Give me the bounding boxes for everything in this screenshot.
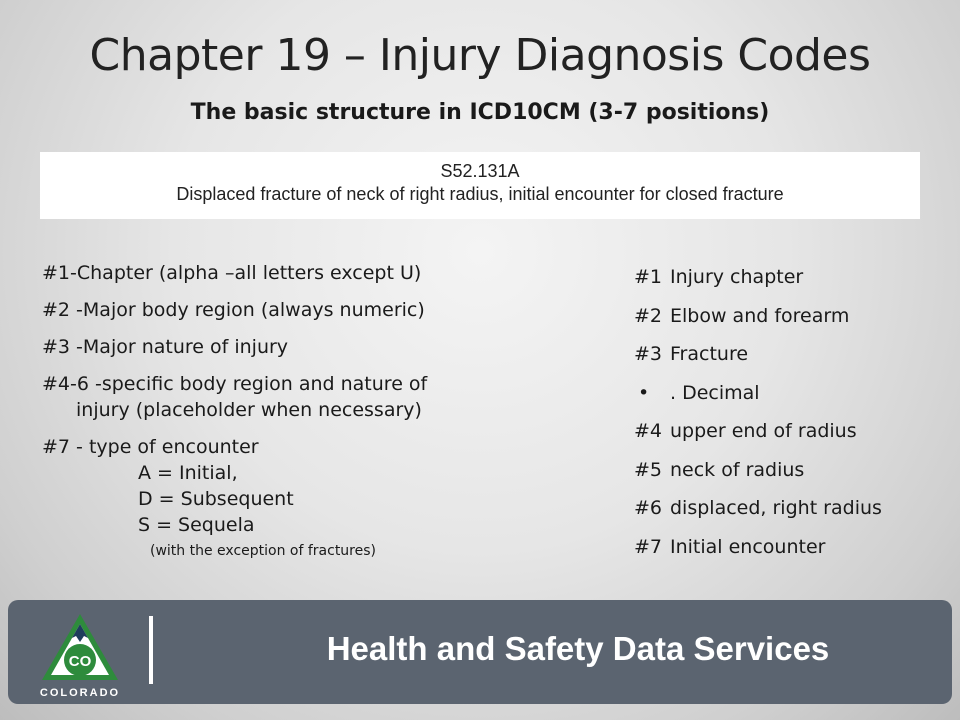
- example-code: S52.131A: [440, 161, 520, 181]
- colorado-logo-icon: [30, 610, 130, 700]
- encounter-type-subsequent: D = Subsequent: [138, 488, 294, 510]
- breakdown-row: [634, 335, 934, 374]
- breakdown-meaning: neck of radius: [670, 458, 805, 481]
- encounter-type-initial: A = Initial,: [138, 462, 238, 484]
- breakdown-position: #4: [634, 420, 663, 443]
- footer-bar: [8, 600, 952, 704]
- structure-item-1: #1-Chapter (alpha –all letters except U): [42, 262, 422, 284]
- breakdown-meaning: Elbow and forearm: [670, 304, 850, 327]
- code-example-box: [40, 152, 920, 219]
- breakdown-row: [634, 412, 934, 451]
- breakdown-meaning: displaced, right radius: [670, 497, 882, 520]
- breakdown-meaning: Injury chapter: [670, 266, 804, 289]
- structure-item-2: #2 -Major body region (always numeric): [42, 299, 425, 321]
- breakdown-row: [634, 297, 934, 336]
- slide-subtitle: The basic structure in ICD10CM (3-7 positions): [190, 100, 770, 125]
- breakdown-position: #5: [634, 458, 663, 481]
- footer-divider: [149, 616, 153, 684]
- breakdown-position: #7: [634, 535, 663, 558]
- breakdown-row: [634, 489, 934, 528]
- example-description: Displaced fracture of neck of right radius, initial encounter for closed fracture: [176, 184, 784, 204]
- structure-item-4-6-line1: #4-6 -specific body region and nature of: [42, 373, 428, 395]
- structure-item-4-6-line2: injury (placeholder when necessary): [76, 399, 422, 421]
- breakdown-meaning: Initial encounter: [670, 535, 826, 558]
- structure-item-4-6: [42, 371, 512, 423]
- logo-co-text: CO: [68, 653, 92, 670]
- breakdown-meaning: . Decimal: [670, 381, 760, 404]
- encounter-type-sequela: S = Sequela: [138, 514, 255, 536]
- example-breakdown-list: [634, 258, 934, 566]
- breakdown-row: [634, 374, 934, 413]
- structure-item-3: #3 -Major nature of injury: [42, 336, 289, 358]
- breakdown-row: [634, 451, 934, 490]
- organization-name: Health and Safety Data Services: [326, 630, 830, 667]
- bullet-icon: •: [638, 381, 650, 404]
- breakdown-meaning: Fracture: [670, 343, 749, 366]
- fracture-exception-note: (with the exception of fractures): [150, 543, 376, 559]
- breakdown-position: #6: [634, 497, 663, 520]
- structure-item-7: #7 - type of encounter: [42, 436, 259, 458]
- structure-list: [42, 260, 512, 562]
- logo-state-text: COLORADO: [39, 687, 121, 699]
- breakdown-row: [634, 258, 934, 297]
- breakdown-position: #2: [634, 304, 663, 327]
- breakdown-meaning: upper end of radius: [670, 420, 857, 443]
- slide-title: Chapter 19 – Injury Diagnosis Codes: [89, 30, 871, 81]
- breakdown-position: #1: [634, 266, 663, 289]
- breakdown-position: #3: [634, 343, 663, 366]
- breakdown-row: [634, 528, 934, 567]
